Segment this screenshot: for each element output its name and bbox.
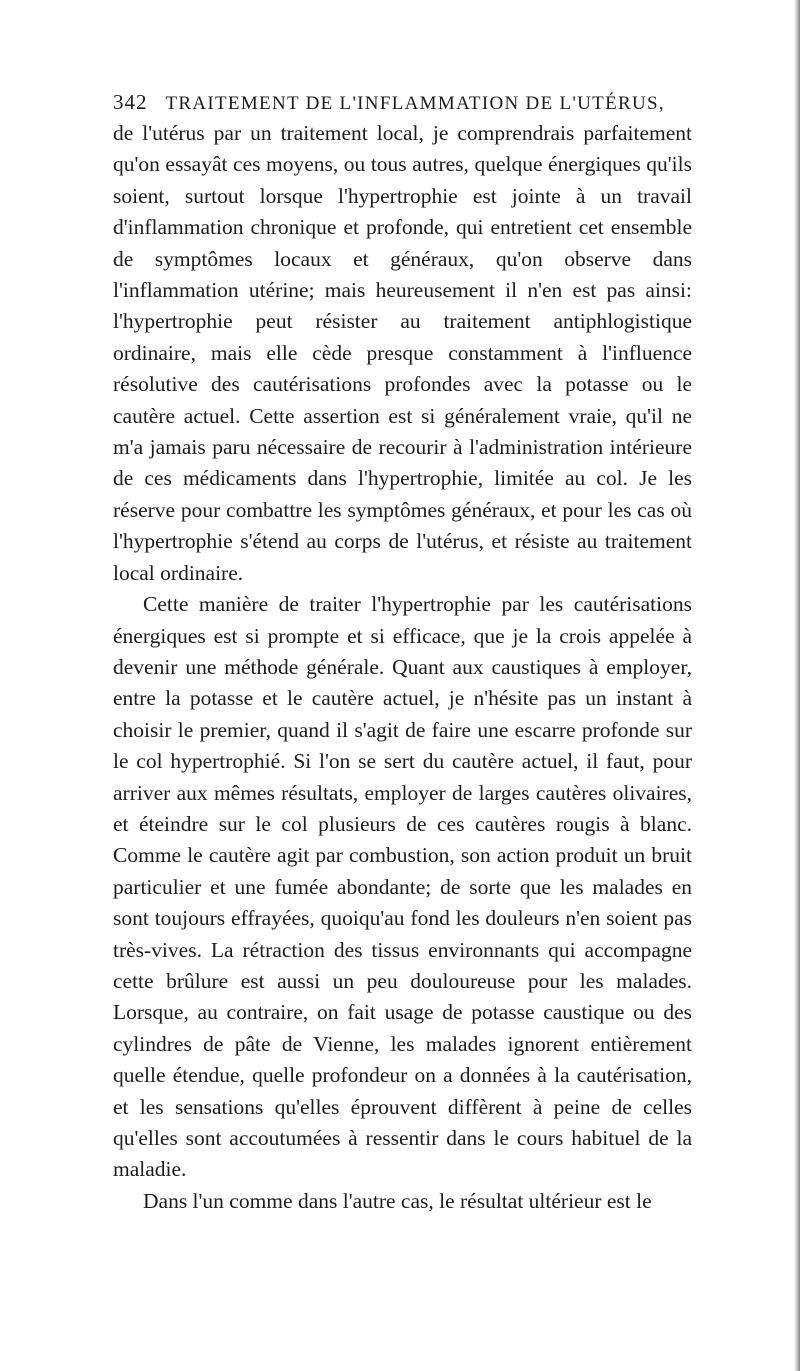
page-number: 342 [113,90,148,114]
paragraph: Dans l'un comme dans l'autre cas, le résultat ultérieur est le [143,1188,652,1213]
page-edge-shadow [794,0,800,1371]
running-title: TRAITEMENT DE L'INFLAMMATION DE L'UTÉRUS, [165,93,665,114]
body-text [113,118,692,1217]
paragraph-continuation: de l'utérus par un traitement local, je comprendrais parfaitement qu'on essayât ces moyens, ou tous autres, quelque énergiques qu'ils soient, surtout lorsque l'hypertrophie est jointe à un travail d'inflammation chronique et profonde, qui entretient cet ensemble de symptômes locaux et généraux, qu'on observe dans l'inflammation utérine; mais heureusement il n'en est pas ainsi: l'hypertrophie peut résister au traitement antiphlogistique ordinaire, mais elle cède presque constamment à l'influence résolutive des cautérisations profondes avec la potasse ou le cautère actuel. Cette assertion est si généralement vraie, qu'il ne m'a jamais paru nécessaire de recourir à l'administration intérieure de ces médicaments dans l'hypertrophie, limitée au col. Je les réserve pour combattre les symptômes généraux, et pour les cas où l'hypertrophie s'étend au corps de l'utérus, et résiste au traitement local ordinaire. [113,121,692,585]
running-header [113,90,713,115]
paragraph: Cette manière de traiter l'hypertrophie par les cautérisations énergiques est si prompte et si efficace, que je la crois appelée à devenir une méthode générale. Quant aux caustiques à employer, entre la potasse et le cautère actuel, je n'hésite pas un instant à choisir le premier, quand il s'agit de faire une escarre profonde sur le col hypertrophié. Si l'on se sert du cautère actuel, il faut, pour arriver aux mêmes résultats, employer de larges cautères olivaires, et éteindre sur le col plusieurs de ces cautères rougis à blanc. Comme le cautère agit par combustion, son action produit un bruit particulier et une fumée abondante; de sorte que les malades en sont toujours effrayées, quoiqu'au fond les douleurs n'en soient pas très-vives. La rétraction des tissus environnants qui accompagne cette brûlure est aussi un peu douloureuse pour les malades. Lorsque, au contraire, on fait usage de potasse caustique ou des cylindres de pâte de Vienne, les malades ignorent entièrement quelle étendue, quelle profondeur on a données à la cautérisation, et les sensations qu'elles éprouvent diffèrent à peine de celles qu'elles sont accoutumées à ressentir dans le cours habituel de la maladie. [113,592,692,1182]
